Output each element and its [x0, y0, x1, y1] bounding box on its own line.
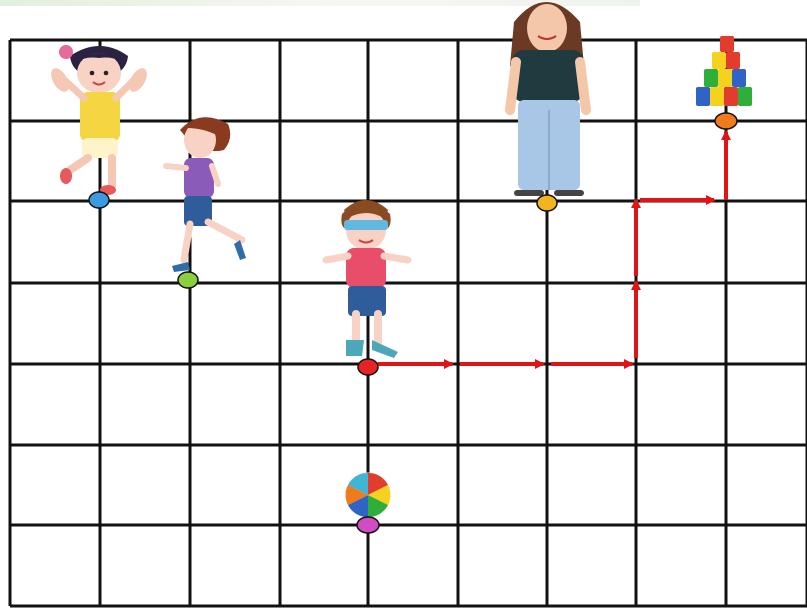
beach-ball-marker	[357, 517, 379, 533]
cans-tower-figure	[696, 36, 752, 106]
cans-tower-marker	[715, 113, 737, 129]
teacher-marker	[537, 195, 557, 211]
girl-marker	[89, 192, 109, 208]
running-boy-marker	[178, 272, 198, 288]
running-boy-figure	[166, 117, 246, 272]
beach-ball-figure	[346, 473, 391, 517]
blindfolded-boy-marker	[358, 359, 378, 375]
grid-lines	[10, 40, 807, 606]
teacher-figure	[510, 2, 586, 196]
